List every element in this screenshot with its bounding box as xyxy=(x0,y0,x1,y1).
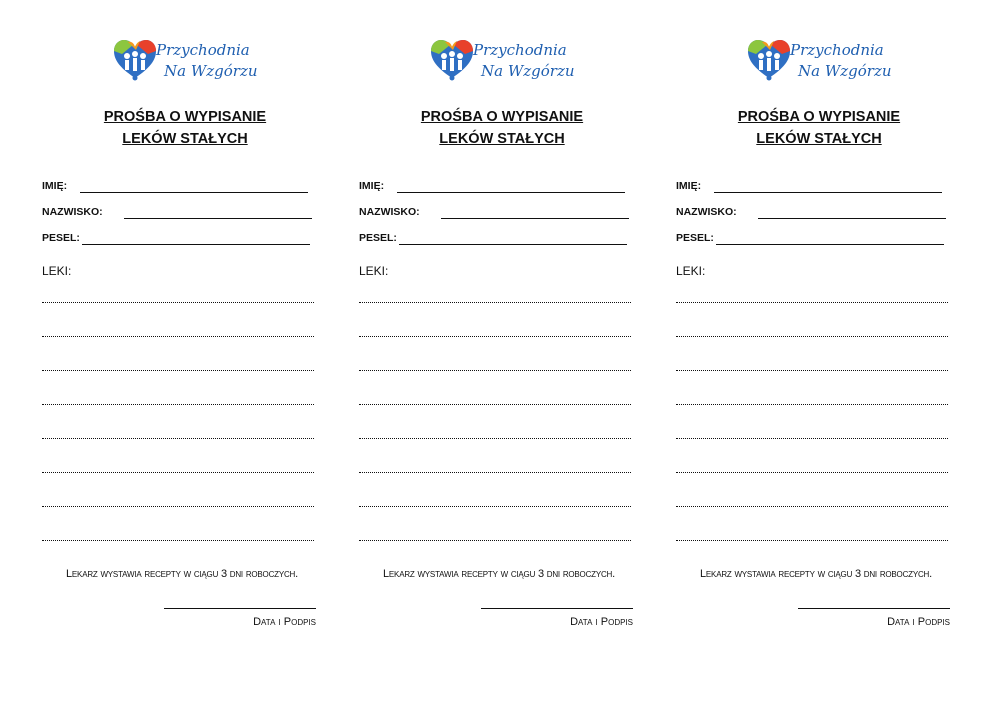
nazwisko-input-line[interactable] xyxy=(758,218,946,219)
medication-line[interactable] xyxy=(676,506,948,507)
medication-line[interactable] xyxy=(359,336,631,337)
pesel-field[interactable] xyxy=(359,232,397,244)
medication-line[interactable] xyxy=(42,472,314,473)
form-title xyxy=(359,106,645,150)
pesel-input-line[interactable] xyxy=(82,244,310,245)
medication-line[interactable] xyxy=(676,404,948,405)
medication-line[interactable] xyxy=(359,370,631,371)
medication-line[interactable] xyxy=(42,370,314,371)
logo-text-line2: Na Wzgórzu xyxy=(481,62,575,80)
pesel-label: PESEL: xyxy=(676,232,714,244)
logo-text-line1: Przychodnia xyxy=(790,41,884,59)
signature-label: Data i Podpis xyxy=(253,616,316,628)
pesel-label: PESEL: xyxy=(359,232,397,244)
signature-label: Data i Podpis xyxy=(887,616,950,628)
pesel-field[interactable] xyxy=(42,232,80,244)
medication-line[interactable] xyxy=(676,336,948,337)
logo-text-line1: Przychodnia xyxy=(156,41,250,59)
imie-label: IMIĘ: xyxy=(42,180,68,192)
nazwisko-field[interactable] xyxy=(42,206,103,218)
form-title-line2: LEKÓW STAŁYCH xyxy=(756,131,882,147)
form-title-line2: LEKÓW STAŁYCH xyxy=(439,131,565,147)
nazwisko-label: NAZWISKO: xyxy=(359,206,420,218)
form-title-line1: PROŚBA O WYPISANIE xyxy=(420,109,584,125)
medication-line[interactable] xyxy=(42,302,314,303)
signature-label: Data i Podpis xyxy=(570,616,633,628)
nazwisko-label: NAZWISKO: xyxy=(42,206,103,218)
pesel-label: PESEL: xyxy=(42,232,80,244)
prescription-request-form xyxy=(359,36,645,636)
imie-input-line[interactable] xyxy=(80,192,308,193)
pesel-input-line[interactable] xyxy=(716,244,944,245)
medication-line[interactable] xyxy=(42,506,314,507)
medication-line[interactable] xyxy=(42,438,314,439)
medication-line[interactable] xyxy=(359,506,631,507)
heart-family-icon xyxy=(112,38,158,82)
form-title xyxy=(676,106,962,150)
medication-line[interactable] xyxy=(359,438,631,439)
form-title-line1: PROŚBA O WYPISANIE xyxy=(103,109,267,125)
nazwisko-field[interactable] xyxy=(676,206,737,218)
processing-note: Lekarz wystawia recepty w ciągu 3 dni roboczych. xyxy=(700,568,932,580)
processing-note: Lekarz wystawia recepty w ciągu 3 dni roboczych. xyxy=(383,568,615,580)
imie-input-line[interactable] xyxy=(397,192,625,193)
medication-line[interactable] xyxy=(676,438,948,439)
leki-label: LEKI: xyxy=(676,264,706,278)
medication-line[interactable] xyxy=(359,540,631,541)
medication-line[interactable] xyxy=(359,472,631,473)
logo-text-line2: Na Wzgórzu xyxy=(798,62,892,80)
nazwisko-field[interactable] xyxy=(359,206,420,218)
imie-field[interactable] xyxy=(676,180,701,192)
nazwisko-input-line[interactable] xyxy=(124,218,312,219)
imie-label: IMIĘ: xyxy=(676,180,702,192)
form-title-line2: LEKÓW STAŁYCH xyxy=(122,131,248,147)
prescription-request-form xyxy=(42,36,328,636)
signature-line[interactable] xyxy=(481,608,633,609)
medication-line[interactable] xyxy=(42,336,314,337)
imie-input-line[interactable] xyxy=(714,192,942,193)
leki-label: LEKI: xyxy=(359,264,389,278)
medication-line[interactable] xyxy=(676,370,948,371)
processing-note: Lekarz wystawia recepty w ciągu 3 dni roboczych. xyxy=(66,568,298,580)
pesel-input-line[interactable] xyxy=(399,244,627,245)
medication-line[interactable] xyxy=(676,472,948,473)
logo-text-line1: Przychodnia xyxy=(473,41,567,59)
medication-line[interactable] xyxy=(676,302,948,303)
heart-family-icon xyxy=(429,38,475,82)
logo-text-line2: Na Wzgórzu xyxy=(164,62,258,80)
medication-line[interactable] xyxy=(359,404,631,405)
signature-line[interactable] xyxy=(164,608,316,609)
prescription-request-form xyxy=(676,36,962,636)
signature-line[interactable] xyxy=(798,608,950,609)
clinic-logo xyxy=(746,36,896,88)
clinic-logo xyxy=(112,36,262,88)
pesel-field[interactable] xyxy=(676,232,714,244)
medication-line[interactable] xyxy=(42,540,314,541)
leki-label: LEKI: xyxy=(42,264,72,278)
clinic-logo xyxy=(429,36,579,88)
imie-field[interactable] xyxy=(42,180,67,192)
form-title xyxy=(42,106,328,150)
nazwisko-input-line[interactable] xyxy=(441,218,629,219)
imie-label: IMIĘ: xyxy=(359,180,385,192)
imie-field[interactable] xyxy=(359,180,384,192)
medication-line[interactable] xyxy=(359,302,631,303)
form-title-line1: PROŚBA O WYPISANIE xyxy=(737,109,901,125)
heart-family-icon xyxy=(746,38,792,82)
medication-line[interactable] xyxy=(42,404,314,405)
medication-line[interactable] xyxy=(676,540,948,541)
nazwisko-label: NAZWISKO: xyxy=(676,206,737,218)
